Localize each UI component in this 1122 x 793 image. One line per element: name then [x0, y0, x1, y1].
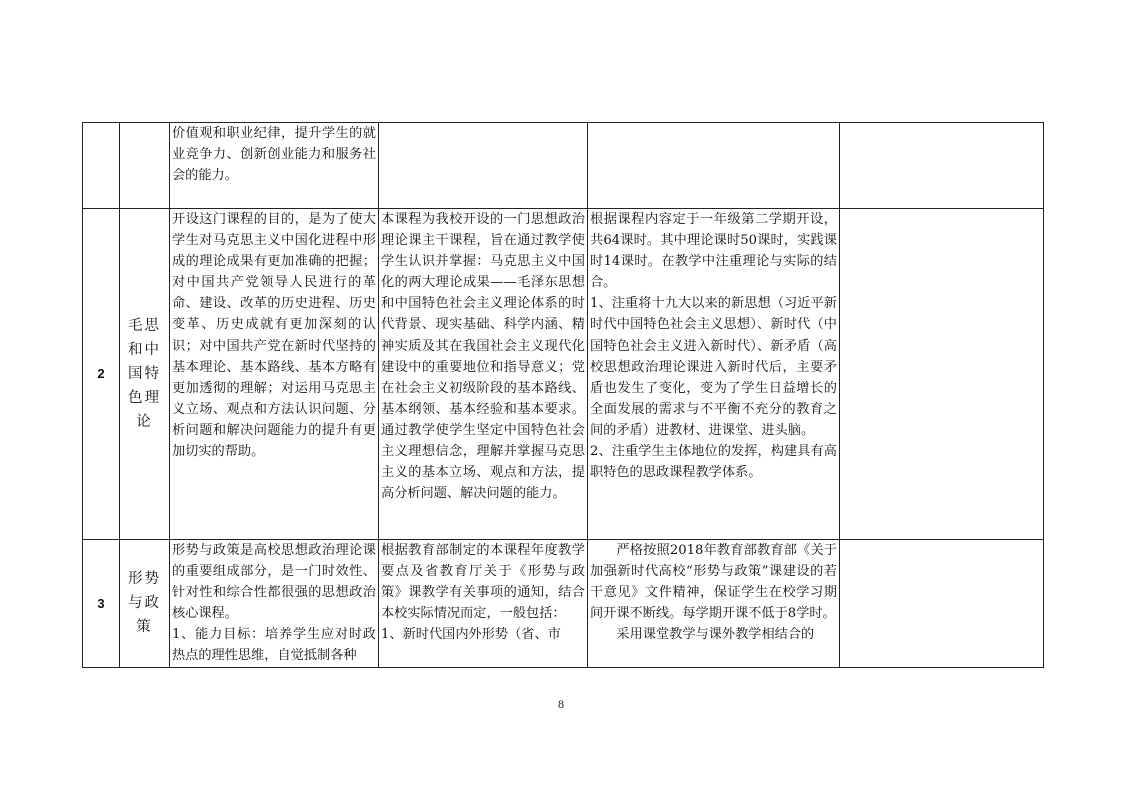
requirements-text: 2、注重学生主体地位的发挥，构建具有高职特色的思政课程教学体系。 [590, 444, 837, 481]
objectives-text: 价值观和职业纪律，提升学生的就业竞争力、创新创业能力和服务社会的能力。 [172, 126, 376, 184]
requirements-text: 根据课程内容定于一年级第二学期开设，共64课时。其中理论课时50课时，实践课时14课时。在教学中注重理论与实际的结合。 [590, 212, 837, 291]
course-name-line: 色理 [128, 390, 161, 406]
notes-cell [840, 209, 1044, 540]
course-name-cell [120, 123, 170, 209]
page-number: 8 [558, 697, 564, 711]
objectives-cell [170, 209, 379, 540]
row-number: 2 [83, 209, 120, 540]
notes-cell [840, 123, 1044, 209]
requirements-text: 严格按照2018年教育部教育部《关于加强新时代高校“形势与政策”课建设的若干意见》文件精神，保证学生在校学习期间开课不断线。每学期开课不低于8学时。 [590, 543, 837, 622]
content-cell [379, 540, 588, 668]
objectives-text: 开设这门课程的目的，是为了使大学生对马克思主义中国化进程中形成的理论成果有更加准确的把握；对中国共产党领导人民进行的革命、建设、改革的历史进程、历史变革、历史成就有更加深刻的认识；对中国共产党在新时代坚持的基本理论、基本路线、基本方略有更加透彻的理解；对运用马克思主义立场、观点和方法认识问题、分析问题和解决问题能力的提升有更加切实的帮助。 [172, 212, 376, 460]
course-name-line: 与政 [128, 595, 161, 612]
objectives-text: 1、能力目标：培养学生应对时政热点的理性思维，自觉抵制各种 [172, 627, 376, 664]
table-row [83, 540, 1044, 668]
requirements-cell [588, 123, 840, 209]
objectives-text: 形势与政策是高校思想政治理论课的重要组成部分，是一门时效性、针对性和综合性都很强的思想政治核心课程。 [172, 543, 376, 622]
content-cell [379, 209, 588, 540]
objectives-cell [170, 123, 379, 209]
course-name-line: 国特 [128, 366, 161, 382]
table-row [83, 123, 1044, 209]
table-row [83, 209, 1044, 540]
course-name-cell [120, 209, 170, 540]
content-text: 根据教育部制定的本课程年度教学要点及省教育厅关于《形势与政策》课教学有关事项的通知，结合本校实际情况而定，一般包括： [381, 543, 585, 622]
content-text: 1、新时代国内外形势（省、市 [381, 627, 561, 643]
content-cell [379, 123, 588, 209]
requirements-cell [588, 209, 840, 540]
content-text: 本课程为我校开设的一门思想政治理论课主干课程，旨在通过教学使学生认识并掌握：马克思主义中国化的两大理论成果——毛泽东思想和中国特色社会主义理论体系的时代背景、现实基础、科学内涵、精神实质及其在我国社会主义现代化建设中的重要地位和指导意义；党在社会主义初级阶段的基本路线、基本纲领、基本经验和基本要求。通过教学使学生坚定中国特色社会主义理想信念，理解并掌握马克思主义的基本立场、观点和方法，提高分析问题、解决问题的能力。 [381, 212, 585, 502]
course-name-line: 毛思 [128, 318, 161, 334]
requirements-text: 采用课堂教学与课外教学相结合的 [616, 627, 815, 643]
course-name-line: 形势 [128, 571, 161, 588]
requirements-cell [588, 540, 840, 668]
row-number [83, 123, 120, 209]
course-name-line: 论 [136, 414, 153, 430]
objectives-cell [170, 540, 379, 668]
requirements-text: 1、注重将十九大以来的新思想（习近平新时代中国特色社会主义思想）、新时代（中国特色社会主义进入新时代）、新矛盾（高校思想政治理论课进入新时代后，主要矛盾也发生了变化，变为了学生日益增长的全面发展的需求与不平衡不充分的教育之间的矛盾）进教材、进课堂、进头脑。 [590, 296, 837, 438]
curriculum-table [82, 122, 1044, 668]
course-name-line: 和中 [128, 342, 161, 358]
notes-cell [840, 540, 1044, 668]
row-number: 3 [83, 540, 120, 668]
course-name-line: 策 [136, 619, 153, 636]
course-name-cell [120, 540, 170, 668]
